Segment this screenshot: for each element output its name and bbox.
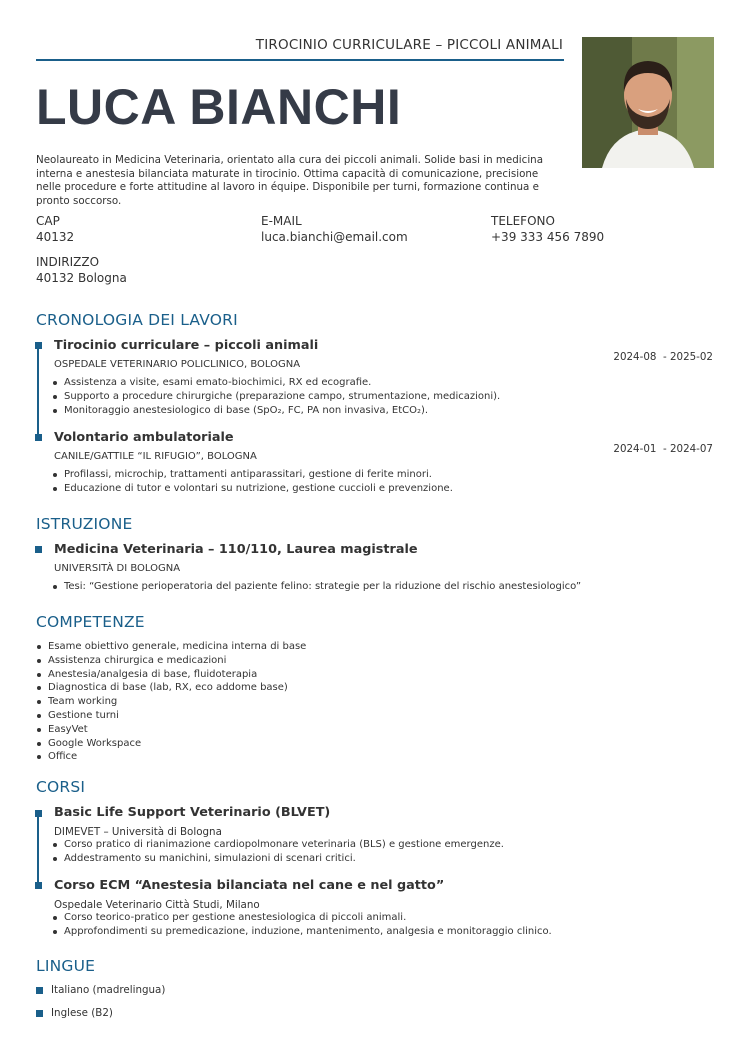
phone-label: TELEFONO: [491, 214, 555, 228]
skills-list: [36, 640, 306, 764]
course-bullet: Approfondimenti su premedicazione, induzione, mantenimento, analgesia e monitoraggio clinico.: [52, 925, 552, 939]
cv-subtitle: TIROCINIO CURRICULARE – PICCOLI ANIMALI: [255, 37, 563, 53]
timeline-line: [37, 344, 39, 438]
education-org: UNIVERSITÀ DI BOLOGNA: [54, 563, 181, 574]
education-marker: [35, 546, 42, 553]
skill-item: Anestesia/analgesia di base, fluidoterapia: [36, 668, 306, 682]
section-title-education: ISTRUZIONE: [36, 515, 133, 533]
timeline-marker: [35, 434, 42, 441]
email-value: luca.bianchi@email.com: [261, 230, 408, 244]
course-item: [54, 805, 504, 866]
language-marker: [36, 987, 43, 994]
course-bullet: Corso teorico-pratico per gestione anestesiologica di piccoli animali.: [52, 911, 552, 925]
language-label: Italiano (madrelingua): [51, 984, 166, 996]
section-title-work: CRONOLOGIA DEI LAVORI: [36, 311, 238, 329]
email-label: E-MAIL: [261, 214, 302, 228]
course-item: [54, 878, 552, 939]
timeline-marker: [35, 342, 42, 349]
timeline-marker: [35, 882, 42, 889]
timeline-line: [37, 812, 39, 886]
phone-value: +39 333 456 7890: [491, 230, 605, 244]
address-value: 40132 Bologna: [36, 271, 127, 285]
education-item: [54, 542, 581, 594]
work-item: [54, 338, 500, 417]
course-bullet: Corso pratico di rianimazione cardiopolmonare veterinaria (BLS) e gestione emergenze.: [52, 838, 504, 852]
candidate-name: LUCA BIANCHI: [36, 79, 402, 135]
cap-label: CAP: [36, 214, 60, 228]
contact-cap: [36, 213, 74, 245]
skill-item: Esame obiettivo generale, medicina interna di base: [36, 640, 306, 654]
work-org: CANILE/GATTILE “IL RIFUGIO”, BOLOGNA: [54, 451, 257, 462]
contact-phone: [491, 213, 604, 245]
work-title: Tirocinio curriculare – piccoli animali: [54, 338, 319, 353]
language-item: [36, 984, 165, 996]
contact-email: [261, 213, 408, 245]
profile-summary: Neolaureato in Medicina Veterinaria, orientato alla cura dei piccoli animali. Solide basi in medicina interna e anestesia bilanciata maturate in tirocinio. Ottima capacità di comunicazione, precisione nelle procedure e forte attitudine al lavoro in équipe. Disponibile per turni, formazione continua e pronto soccorso.: [36, 154, 544, 207]
work-bullet: Assistenza a visite, esami emato-biochimici, RX ed ecografie.: [52, 376, 500, 390]
skill-item: Office: [36, 750, 306, 764]
course-title: Basic Life Support Veterinario (BLVET): [54, 805, 331, 820]
section-title-courses: CORSI: [36, 778, 86, 796]
contact-address: [36, 254, 127, 286]
language-label: Inglese (B2): [51, 1007, 113, 1019]
skill-item: Google Workspace: [36, 737, 306, 751]
section-title-languages: LINGUE: [36, 957, 96, 975]
cap-value: 40132: [36, 230, 75, 244]
work-item: [54, 430, 453, 496]
skill-item: Team working: [36, 695, 306, 709]
work-org: OSPEDALE VETERINARIO POLICLINICO, BOLOGNA: [54, 359, 301, 370]
skill-item: Gestione turni: [36, 709, 306, 723]
education-title: Medicina Veterinaria – 110/110, Laurea magistrale: [54, 542, 418, 557]
course-org: DIMEVET – Università di Bologna: [54, 826, 222, 838]
section-title-skills: COMPETENZE: [36, 613, 145, 631]
skill-item: Assistenza chirurgica e medicazioni: [36, 654, 306, 668]
profile-photo: [582, 37, 714, 168]
work-bullet: Profilassi, microchip, trattamenti antiparassitari, gestione di ferite minori.: [52, 468, 453, 482]
course-title: Corso ECM “Anestesia bilanciata nel cane e nel gatto”: [54, 878, 445, 893]
education-bullet: Tesi: “Gestione perioperatoria del paziente felino: strategie per la riduzione del rischio anestesiologico”: [52, 580, 581, 594]
header-divider: [36, 59, 564, 61]
work-title: Volontario ambulatoriale: [54, 430, 234, 445]
address-label: INDIRIZZO: [36, 255, 100, 269]
skill-item: Diagnostica di base (lab, RX, eco addome base): [36, 681, 306, 695]
work-date: 2024-01 - 2024-07: [613, 443, 713, 455]
skill-item: EasyVet: [36, 723, 306, 737]
work-bullet: Educazione di tutor e volontari su nutrizione, gestione cuccioli e prevenzione.: [52, 482, 453, 496]
course-org: Ospedale Veterinario Città Studi, Milano: [54, 899, 260, 911]
work-date: 2024-08 - 2025-02: [613, 351, 713, 363]
work-bullet: Supporto a procedure chirurgiche (preparazione campo, strumentazione, medicazioni).: [52, 390, 500, 404]
timeline-marker: [35, 810, 42, 817]
work-bullet: Monitoraggio anestesiologico di base (SpO₂, FC, PA non invasiva, EtCO₂).: [52, 404, 500, 418]
language-marker: [36, 1010, 43, 1017]
course-bullet: Addestramento su manichini, simulazioni di scenari critici.: [52, 852, 504, 866]
language-item: [36, 1007, 113, 1019]
